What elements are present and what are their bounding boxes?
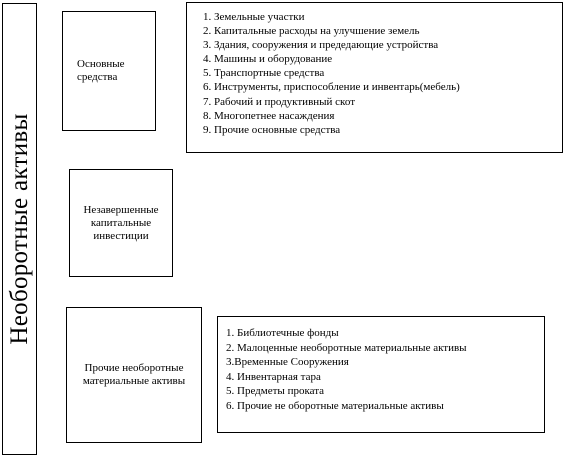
list-item: 2. Малоценные необоротные материальные активы xyxy=(226,341,467,354)
list-item: 5. Транспортные средства xyxy=(203,67,325,80)
diagram-title: Необоротные активы xyxy=(5,113,33,345)
list-item: 4. Машины и оборудование xyxy=(203,53,333,66)
list-item: 9. Прочие основные средства xyxy=(203,123,341,136)
category-box-unfinished-investments xyxy=(69,169,173,277)
category-box-other-assets xyxy=(66,307,202,443)
category-box-fixed-assets xyxy=(62,11,156,131)
list-item: 5. Предметы проката xyxy=(226,385,325,398)
list-item: 7. Рабочий и продуктивный скот xyxy=(203,95,356,108)
list-item: 2. Капитальные расходы на улучшение земель xyxy=(203,25,420,38)
title-frame xyxy=(2,3,37,455)
list-item: 3.Временные Сооружения xyxy=(226,356,349,369)
category-label-unfinished-investments: Незавершенные капитальные инвестиции xyxy=(83,203,159,242)
list-item: 1. Библиотечные фонды xyxy=(226,327,339,339)
list-item: 8. Многопетнее насаждения xyxy=(203,109,335,122)
fixed-assets-list xyxy=(186,2,563,153)
other-assets-list xyxy=(217,316,545,433)
list-item: 4. Инвентарная тара xyxy=(226,370,321,383)
category-label-fixed-assets: Основные средства xyxy=(77,58,125,83)
category-label-other-assets: Прочие необоротные материальные активы xyxy=(82,362,186,387)
list-item: 1. Земельные участки xyxy=(203,11,305,23)
list-item: 6. Прочие не оборотные материальные активы xyxy=(226,399,444,412)
list-item: 6. Инструменты, приспособление и инвентарь(мебель) xyxy=(203,81,460,94)
list-item: 3. Здания, сооружения и предедающие устройства xyxy=(203,39,439,52)
